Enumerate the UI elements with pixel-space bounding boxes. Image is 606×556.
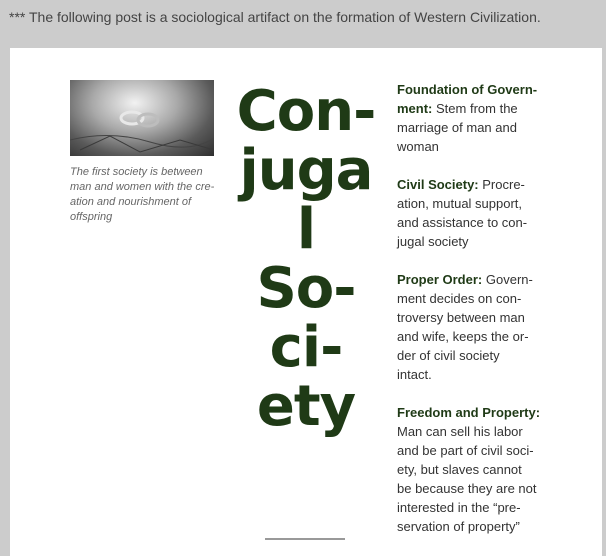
caption-line: The first society is between <box>70 166 203 178</box>
section-body: der of civil society <box>397 348 500 363</box>
section-heading: Civil Society: <box>397 177 479 192</box>
section-body: servation of property” <box>397 519 520 534</box>
section-body: ation, mutual support, <box>397 196 523 211</box>
section-body: woman <box>397 139 439 154</box>
section-heading: ment: <box>397 101 433 116</box>
notice-text: *** The following post is a sociological artifact on the formation of Western Civilization. <box>9 9 541 25</box>
wedding-rings-image <box>70 80 214 156</box>
section-body: and assistance to con- <box>397 215 528 230</box>
section-proper-order <box>397 270 547 384</box>
page-title <box>228 79 384 439</box>
section-body: intact. <box>397 367 432 382</box>
section-body: Procre- <box>482 177 525 192</box>
content-card <box>10 48 602 556</box>
section-body: jugal society <box>397 234 469 249</box>
section-body: Govern- <box>485 272 533 287</box>
title-line: juga <box>239 138 373 203</box>
caption-line: offspring <box>70 211 113 223</box>
section-foundation <box>397 80 547 156</box>
title-line: So- <box>256 256 356 321</box>
section-body: ment decides on con- <box>397 291 522 306</box>
section-body: and wife, keeps the or- <box>397 329 529 344</box>
section-body: marriage of man and <box>397 120 517 135</box>
section-body: troversy between man <box>397 310 525 325</box>
section-heading: Foundation of Govern- <box>397 82 538 97</box>
section-body: be because they are not <box>397 481 537 496</box>
section-body: Man can sell his labor <box>397 424 523 439</box>
title-line: l <box>296 197 316 262</box>
image-caption <box>70 165 220 225</box>
section-civil-society <box>397 175 547 251</box>
caption-line: man and women with the cre- <box>70 181 215 193</box>
divider <box>265 538 345 540</box>
section-body: ety, but slaves cannot <box>397 462 522 477</box>
caption-line: ation and nourishment of <box>70 196 192 208</box>
section-body: and be part of civil soci- <box>397 443 534 458</box>
title-line: ci- <box>269 315 343 380</box>
section-heading: Freedom and Property: <box>397 405 541 420</box>
section-body: Stem from the <box>436 101 518 116</box>
title-line: Con- <box>236 79 376 144</box>
title-line: ety <box>256 374 356 439</box>
sections-list <box>397 80 547 555</box>
section-freedom-property <box>397 403 547 536</box>
section-body: interested in the “pre- <box>397 500 521 515</box>
section-heading: Proper Order: <box>397 272 483 287</box>
